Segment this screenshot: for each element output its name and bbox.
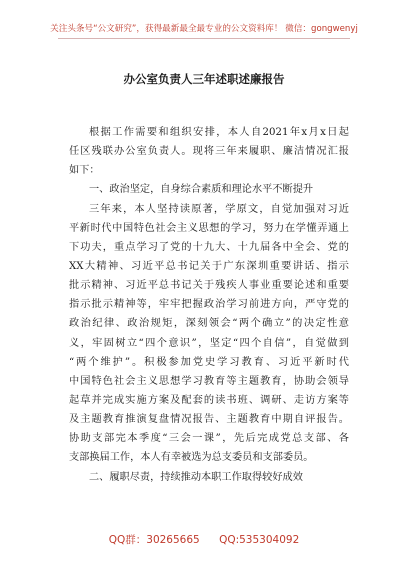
body-line: XX大精神、习近平总书记关于广东深圳重要讲话、指示 xyxy=(69,260,349,272)
body-line: 支部换届工作，本人有幸被选为总支委员和支部委员。 xyxy=(69,452,314,464)
body-line: 起草并完成实施方案及配套的读书班、调研、走访方案等 xyxy=(69,394,349,406)
body-line: 义，牢固树立“四个意识”，坚定“四个自信”，自觉做到 xyxy=(69,337,349,349)
body-line: 下功夫，重点学习了党的十九大、十九届各中全会、党的 xyxy=(69,241,349,253)
header-divider xyxy=(58,38,350,39)
body-line: 批示精神、习近平总书记关于残疾人事业重要论述和重要 xyxy=(69,280,349,292)
document-title: 办公室负责人三年述职述廉报告 xyxy=(123,72,285,86)
body-line: 平新时代中国特色社会主义思想的学习，努力在学懂弄通上 xyxy=(69,222,349,234)
qq-contact-label: QQ:535304092 xyxy=(219,534,300,546)
contact-footer xyxy=(0,532,408,547)
body-line: 如下： xyxy=(69,165,100,177)
document-body xyxy=(69,123,349,487)
body-line: 及主题教育推演复盘情况报告、主题教育中期自评报告。 xyxy=(69,414,349,426)
body-line: 根据工作需要和组织安排，本人自2021年x月x日起 xyxy=(89,127,349,138)
body-line: 中国特色社会主义思想学习教育等主题教育，协助会领导 xyxy=(69,375,349,387)
body-line: 一、政治坚定，自身综合素质和理论水平不断提升 xyxy=(89,184,314,196)
body-line: 协助支部完本季度“三会一课”，先后完成党总支部、各 xyxy=(69,433,349,445)
body-line: 二、履职尽责，持续推动本职工作取得较好成效 xyxy=(89,471,303,483)
body-line: “两个维护”。积极参加党史学习教育、习近平新时代 xyxy=(69,356,349,368)
body-line: 任区残联办公室负责人。现将三年来履职、廉洁情况汇报 xyxy=(69,146,349,158)
body-line: 政治纪律、政治规矩，深刻领会“两个确立”的决定性意 xyxy=(69,318,349,330)
qq-group-label: QQ群：30265665 xyxy=(108,534,200,546)
body-line: 三年来，本人坚持读原著，学原文，自觉加强对习近 xyxy=(89,203,349,215)
body-line: 指示批示精神等，牢牢把握政治学习前进方向，严守党的 xyxy=(69,299,349,311)
promo-header: 关注头条号“公文研究”，获得最新最全最专业的公文资料库！ 微信：gongwenyj xyxy=(50,24,358,34)
